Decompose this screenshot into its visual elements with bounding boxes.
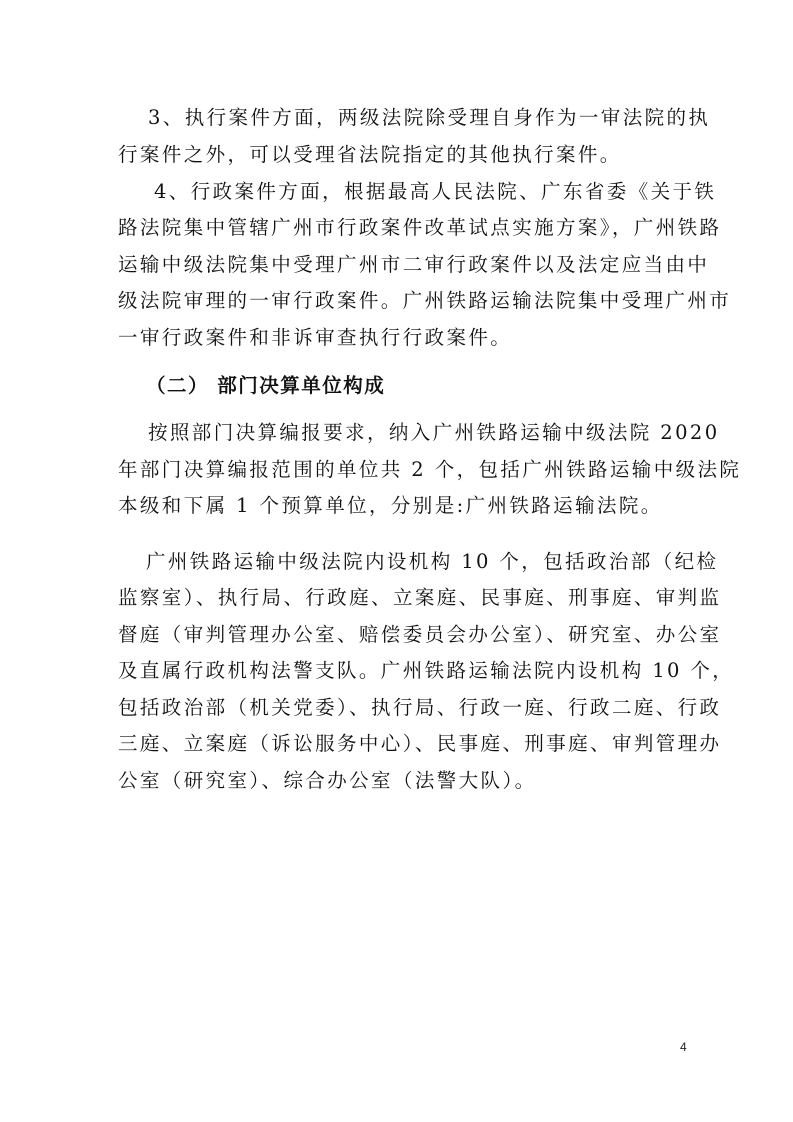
org-paragraph-line-7: 公室（研究室）、综合办公室（法警大队）。: [118, 769, 537, 792]
paragraph-3-line-1: 3、执行案件方面，两级法院除受理自身作为一审法院的执: [148, 106, 711, 129]
paragraph-4-line-3: 运输中级法院集中受理广州市二审行政案件以及法定应当由中: [118, 253, 710, 276]
org-paragraph-line-2: 监察室）、执行局、行政庭、立案庭、民事庭、刑事庭、审判监: [118, 586, 722, 609]
paragraph-4-line-2: 路法院集中管辖广州市行政案件改革试点实施方案》，广州铁路: [118, 216, 722, 239]
paragraph-4-line-1: 4、行政案件方面，根据最高人民法院、广东省委《关于铁: [154, 180, 717, 203]
org-paragraph-line-3: 督庭（审判管理办公室、赔偿委员会办公室）、研究室、办公室: [118, 623, 722, 646]
org-paragraph-line-5: 包括政治部（机关党委）、执行局、行政一庭、行政二庭、行政: [118, 696, 722, 719]
units-paragraph-line-1: 按照部门决算编报要求，纳入广州铁路运输中级法院 2020: [148, 421, 720, 444]
org-paragraph-line-1: 广州铁路运输中级法院内设机构 10 个，包括政治部（纪检: [146, 550, 719, 573]
paragraph-4-line-4: 级法院审理的一审行政案件。广州铁路运输法院集中受理广州市: [118, 289, 732, 312]
page-number: 4: [680, 1040, 687, 1054]
org-paragraph-line-6: 三庭、立案庭（诉讼服务中心）、民事庭、刑事庭、审判管理办: [118, 732, 722, 755]
units-paragraph-line-2: 年部门决算编报范围的单位共 2 个，包括广州铁路运输中级法院: [118, 458, 742, 481]
section-title: （二） 部门决算单位构成: [146, 374, 386, 397]
paragraph-4-line-5: 一审行政案件和非诉审查执行行政案件。: [118, 326, 513, 349]
org-paragraph-line-4: 及直属行政机构法警支队。广州铁路运输法院内设机构 10 个，: [118, 659, 735, 682]
units-paragraph-line-3: 本级和下属 1 个预算单位，分别是:广州铁路运输法院。: [118, 494, 663, 517]
paragraph-3-line-2: 行案件之外，可以受理省法院指定的其他执行案件。: [118, 143, 622, 166]
